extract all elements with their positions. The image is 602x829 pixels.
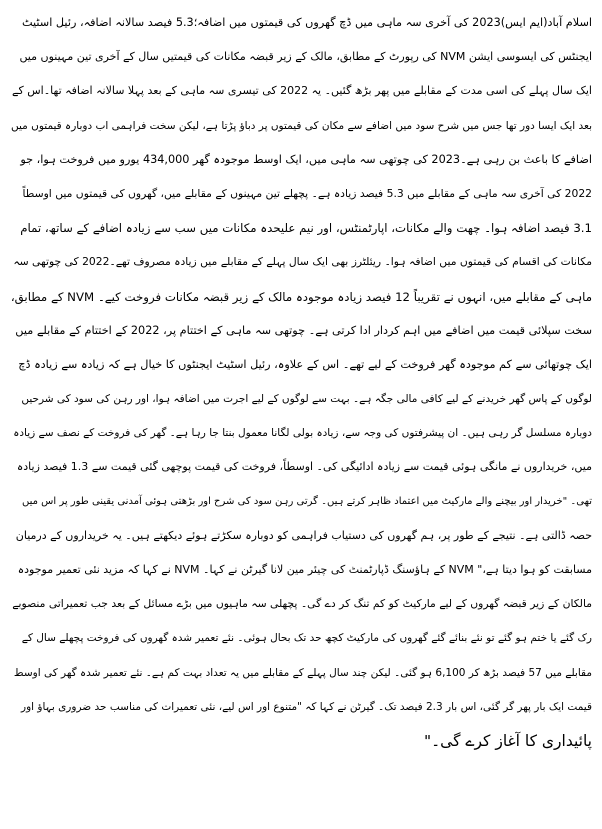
article-line-6: 2022 کی آخری سہ ماہی کے مقابلے میں 5.3 فیصد زیادہ ہے۔ پچھلے تین مہینوں کے مقابلے میں، گھروں کی قیمتوں میں اوسطاً [22, 186, 592, 200]
article-line-19: رک گئے یا ختم ہو گئے تو نئے بنائے گئے گھروں کی مارکیٹ کچھ حد تک بحال ہوئی۔ نئے تعمیر شدہ گھروں کی فروخت پچھلے سال کے [21, 632, 592, 645]
article-line-4: بعد ایک ایسا دور تھا جس میں شرح سود میں اضافے سے مکان کی قیمتوں پر دباؤ پڑتا ہے، لیکن سخت فراہمی اب دوبارہ قیمتوں میں [11, 119, 592, 132]
article-line-17: مسابقت کو ہوا دیتا ہے،" NVM کے ہاؤسنگ ڈپارٹمنٹ کی چیئر مین لانا گیرٹن نے کہا۔ NVM نے کہا کہ مزید نئی تعمیر موجودہ [17, 563, 592, 576]
article-line-11: ایک چوتھائی سے کم موجودہ گھر فروخت کے لیے تھے۔ اس کے علاوہ، رئیل اسٹیٹ ایجنٹوں کا خیال ہے کہ زیادہ سے زیادہ ڈچ [18, 357, 592, 371]
article-line-7: 3.1 فیصد اضافہ ہوا۔ چھت والے مکانات، اپارٹمنٹس، اور نیم علیحدہ مکانات میں سب سے زیادہ اضافے کے ساتھ، تمام [20, 221, 592, 236]
article-line-22: پائیداری کا آغاز کرے گی۔" [423, 731, 592, 750]
article-line-15: تھی۔ "خریدار اور بیچنے والے مارکیٹ میں اعتماد ظاہر کرتے ہیں۔ گرتی رہن سود کی شرح اور بڑھتی ہوئی آمدنی یقینی طور پر اس میں [22, 495, 592, 507]
article-line-1: اسلام آباد(ایم ایس)2023 کی آخری سہ ماہی میں ڈچ گھروں کی قیمتوں میں اضافہ؛5.3 فیصد سالانہ اضافہ، رئیل اسٹیٹ [21, 16, 592, 29]
article-line-10: سخت سپلائی قیمت میں اضافے میں اہم کردار ادا کرتی ہے۔ چوتھی سہ ماہی کے اختتام پر، 2022 کے اختتام کے مقابلے میں [15, 323, 592, 337]
article-line-18: مالکان کے زیر قبضہ گھروں کے لیے مارکیٹ کو کم تنگ کر دے گی۔ پچھلی سہ ماہیوں میں بڑے مسائل کے بعد جب تعمیراتی منصوبے [12, 597, 592, 611]
article-line-21: قیمت ایک بار پھر گر گئی، اس بار 2.3 فیصد تک۔ گیرٹن نے کہا کہ "متنوع اور اس لیے، نئی تعمیرات کی مناسب حد ضروری بہاؤ اور [21, 700, 592, 713]
article-line-8: مکانات کی اقسام کی قیمتوں میں اضافہ ہوا۔ ریئلٹرز بھی ایک سال پہلے کے مقابلے میں زیادہ مصروف تھے۔2022 کی چوتھی سہ [13, 255, 592, 269]
article-line-20: مقابلے میں 57 فیصد بڑھ کر 6,100 ہو گئی۔ لیکن چند سال پہلے کے مقابلے میں یہ تعداد بہت کم ہے۔ نئے تعمیر شدہ گھر کی اوسط [13, 666, 592, 679]
article-line-3: ایک سال پہلے کی اسی مدت کے مقابلے میں پھر بڑھ گئیں۔ یہ 2022 کی تیسری سہ ماہی کے بعد پہلا سالانہ اضافہ تھا۔اس کے [12, 84, 592, 98]
article-line-9: ماہی کے مقابلے میں، انہوں نے تقریباً 12 فیصد زیادہ موجودہ مالک کے زیر قبضہ مکانات فروخت کیے۔ NVM کے مطابق، [10, 289, 592, 304]
article-line-2: ایجنٹس کی ایسوسی ایشن NVM کی رپورٹ کے مطابق، مالک کے زیر قبضہ مکانات کی قیمتیں سال کے آخری تین مہینوں میں [19, 50, 592, 64]
article-line-14: میں، خریداروں نے مانگی ہوئی قیمت سے زیادہ ادائیگی کی۔ اوسطاً، فروخت کی قیمت پوچھی گئی قیمت سے 1.3 فیصد زیادہ [16, 460, 592, 474]
article-line-12: لوگوں کے پاس گھر خریدنے کے لیے کافی مالی جگہ ہے۔ بہت سے لوگوں کے لیے اجرت میں اضافہ ہوا، اور رہن کی سود کی شرحیں [21, 393, 592, 406]
article-line-13: دوبارہ مسلسل گر رہی ہیں۔ ان پیشرفتوں کی وجہ سے، زیادہ بولی لگانا معمول بنتا جا رہا ہے۔ گھر کی فروخت کے نصف سے زیادہ [13, 427, 592, 440]
article-line-5: اضافے کا باعث بن رہی ہے۔2023 کی چوتھی سہ ماہی میں، ایک اوسط موجودہ گھر 434,000 یورو میں فروخت ہوا، جو [20, 152, 592, 166]
article-line-16: حصہ ڈالتی ہے۔ نتیجے کے طور پر، ہم گھروں کی دستیاب فراہمی کو دوبارہ سکڑتے ہوئے دیکھتے ہیں۔ یہ خریداروں کے درمیان [15, 528, 592, 542]
